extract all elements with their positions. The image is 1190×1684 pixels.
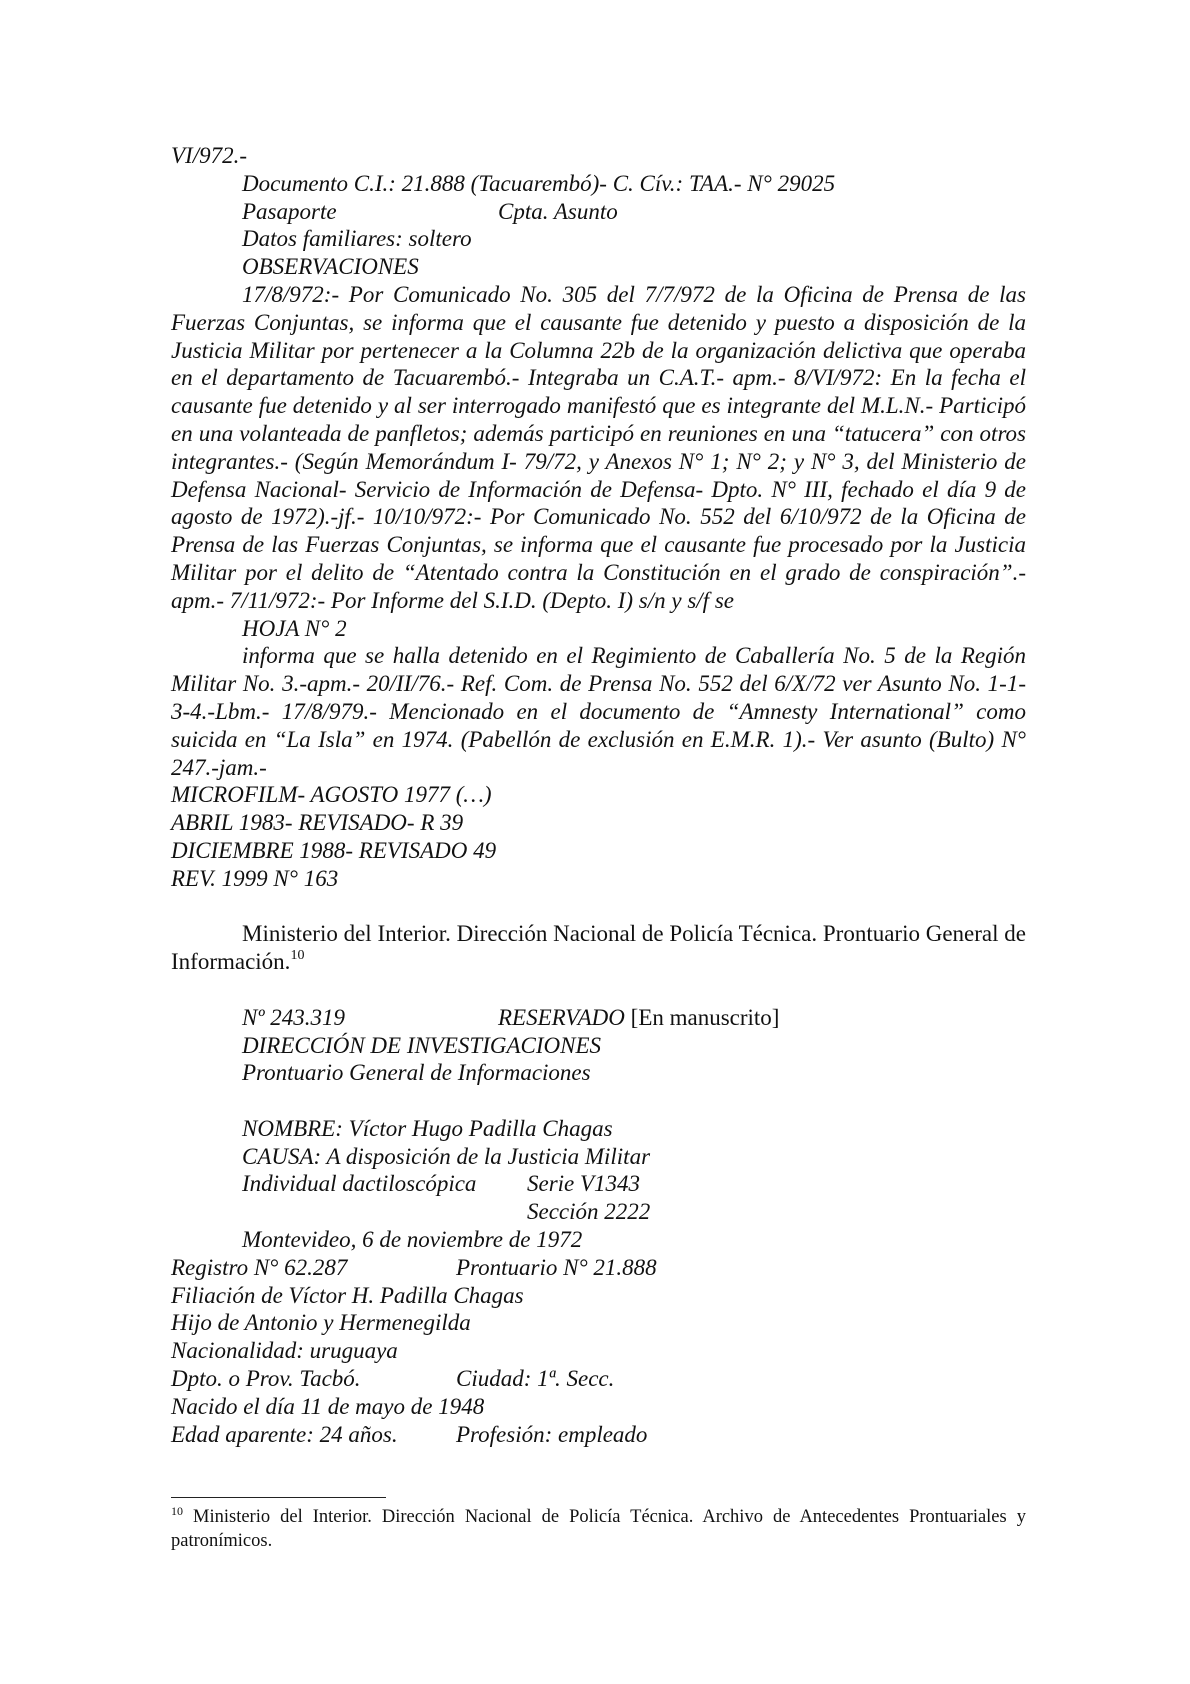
- edad-line: [171, 1421, 1026, 1449]
- direccion-heading: DIRECCIÓN DE INVESTIGACIONES: [242, 1032, 602, 1058]
- record-number-line: [171, 1004, 1026, 1032]
- abril-line: ABRIL 1983- REVISADO- R 39: [171, 810, 464, 836]
- prontuario-number: Prontuario N° 21.888: [456, 1254, 657, 1280]
- nacionalidad-line: Nacionalidad: uruguaya: [171, 1338, 398, 1364]
- registro-value: Registro N° 62.287: [171, 1254, 348, 1280]
- rev-line: REV. 1999 N° 163: [171, 865, 339, 891]
- nacido-line: Nacido el día 11 de mayo de 1948: [171, 1393, 485, 1419]
- record-number: Nº 243.319: [242, 1004, 345, 1030]
- footnote-separator: [171, 1497, 386, 1498]
- cpta-asunto-label: Cpta. Asunto: [498, 198, 618, 224]
- pasaporte-line: [171, 198, 1026, 226]
- pasaporte-label: Pasaporte: [242, 198, 337, 224]
- ministry-text: Ministerio del Interior. Dirección Nacional de Policía Técnica. Prontuario General de Información.: [171, 921, 1026, 975]
- datos-familiares-line: Datos familiares: soltero: [242, 226, 472, 252]
- serie-value: Serie V1343: [527, 1171, 641, 1197]
- footnote-number: 10: [171, 1504, 183, 1518]
- nombre-line: NOMBRE: Víctor Hugo Padilla Chagas: [242, 1115, 613, 1141]
- causa-line: CAUSA: A disposición de la Justicia Militar: [242, 1143, 651, 1169]
- montevideo-line: Montevideo, 6 de noviembre de 1972: [242, 1227, 583, 1253]
- documento-line: Documento C.I.: 21.888 (Tacuarembó)- C. Cív.: TAA.- N° 29025: [242, 170, 836, 196]
- ministry-paragraph: [171, 920, 1026, 976]
- prontuario-general-line: Prontuario General de Informaciones: [242, 1060, 591, 1086]
- dpto-line: [171, 1365, 1026, 1393]
- reservado-label: RESERVADO: [498, 1004, 625, 1030]
- profesion-value: Profesión: empleado: [456, 1421, 648, 1447]
- observaciones-paragraph-1: 17/8/972:- Por Comunicado No. 305 del 7/7/972 de la Oficina de Prensa de las Fuerzas Conjuntas, se informa que el causante fue detenido y puesto a disposición de la Justicia Militar por pertenecer a la Columna 22b de la organización delictiva que operaba en el departamento de Tacuarembó.- Integraba un C.A.T.- apm.- 8/VI/972: En la fecha el causante fue detenido y al ser interrogado manifestó que es integrante del M.L.N.- Participó en una volanteada de panfletos; además participó en reuniones en una “tatucera” con otros integrantes.- (Según Memorándum I- 79/72, y Anexos N° 1; N° 2; y N° 3, del Ministerio de Defensa Nacional- Servicio de Información de Defensa- Dpto. N° III, fechado el día 9 de agosto de 1972).-jf.- 10/10/972:- Por Comunicado No. 552 del 6/10/972 de la Oficina de Prensa de las Fuerzas Conjuntas, se informa que el causante fue procesado por la Justicia Militar por el delito de “Atentado contra la Constitución en el grado de conspiración”.-apm.- 7/11/972:- Por Informe del S.I.D. (Depto. I) s/n y s/f se: [171, 281, 1026, 613]
- diciembre-line: DICIEMBRE 1988- REVISADO 49: [171, 837, 497, 863]
- observaciones-paragraph-2: informa que se halla detenido en el Regimiento de Caballería No. 5 de la Región Militar No. 3.-apm.- 20/II/76.- Ref. Com. de Prensa No. 552 del 6/X/72 ver Asunto No. 1-1-3-4.-Lbm.- 17/8/979.- Mencionado en el documento de “Amnesty International” como suicida en “La Isla” en 1974. (Pabellón de exclusión en E.M.R. 1).- Ver asunto (Bulto) N° 247.-jam.-: [171, 643, 1026, 780]
- document-page: [171, 142, 1026, 1448]
- manuscrito-note: [En manuscrito]: [624, 1004, 780, 1030]
- footnote-reference: 10: [290, 948, 305, 964]
- ciudad-value: Ciudad: 1ª. Secc.: [456, 1366, 615, 1392]
- date-line: VI/972.-: [171, 143, 248, 168]
- footnote: [171, 1505, 1026, 1553]
- footnote-text: Ministerio del Interior. Dirección Nacional de Policía Técnica. Archivo de Antecedentes Prontuariales y patronímicos.: [171, 1507, 1026, 1551]
- hijo-line: Hijo de Antonio y Hermenegilda: [171, 1310, 471, 1336]
- seccion-value: Sección 2222: [527, 1199, 651, 1225]
- individual-line: [171, 1170, 1026, 1198]
- microfilm-line: MICROFILM- AGOSTO 1977 (…): [171, 782, 492, 808]
- dpto-value: Dpto. o Prov. Tacbó.: [171, 1366, 361, 1392]
- observaciones-heading: OBSERVACIONES: [242, 254, 419, 280]
- edad-value: Edad aparente: 24 años.: [171, 1421, 398, 1447]
- hoja-heading: HOJA N° 2: [242, 615, 347, 641]
- individual-label: Individual dactiloscópica: [242, 1171, 477, 1197]
- registro-line: [171, 1254, 1026, 1282]
- filiacion-line: Filiación de Víctor H. Padilla Chagas: [171, 1282, 524, 1308]
- seccion-line: [171, 1198, 1026, 1226]
